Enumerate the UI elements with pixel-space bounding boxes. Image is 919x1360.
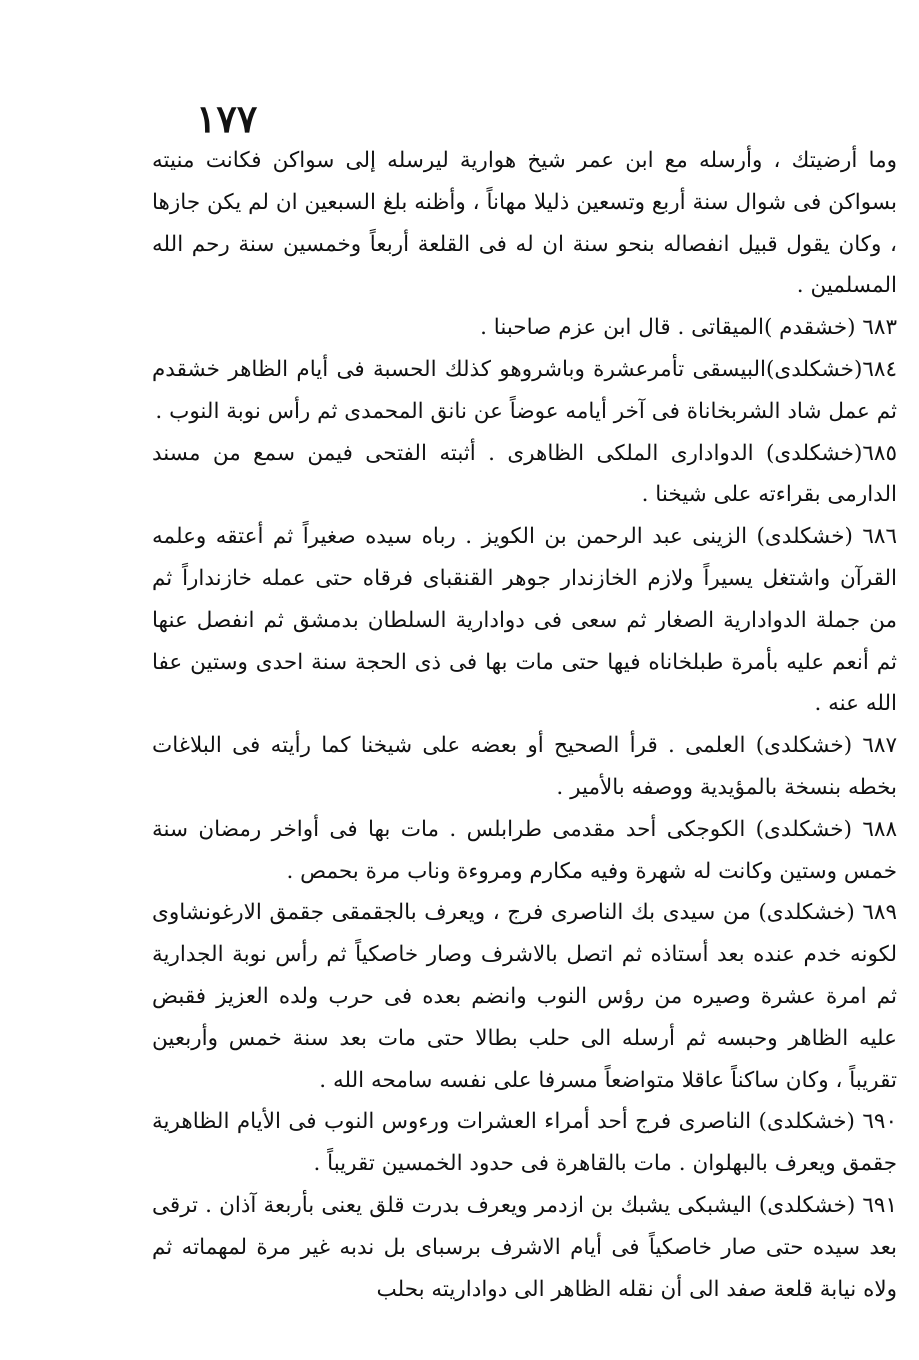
entry-687: ٦٨٧ (خشكلدى) العلمى . قرأ الصحيح أو بعضه على شيخنا كما رأيته فى البلاغات بخطه بنسخة بالمؤيدية ووصفه بالأمير . (152, 733, 897, 800)
biography-text (152, 140, 897, 1310)
entry-683: ٦٨٣ (خشقدم )الميقاتى . قال ابن عزم صاحبنا . (480, 315, 897, 341)
page-number: ١٧٧ (196, 96, 258, 141)
entry-691: ٦٩١ (خشكلدى) اليشبكى يشبك بن ازدمر ويعرف بدرت قلق يعنى بأربعة آذان . ترقى بعد سيده حتى صار خاصكياً فى أيام الاشرف برسباى بل ندبه غير مرة لمهماته ثم ولاه نيابة قلعة صفد الى أن نقله الظاهر الى دواداريته بحلب (152, 1192, 897, 1302)
entry-684: ٦٨٤(خشكلدى)البيسقى تأمرعشرة وباشروهو كذلك الحسبة فى أيام الظاهر خشقدم ثم عمل شاد الشربخاناة فى آخر أيامه عوضاً عن نانق المحمدى ثم رأس نوبة النوب . (152, 356, 897, 424)
entry-686: ٦٨٦ (خشكلدى) الزينى عبد الرحمن بن الكويز . رباه سيده صغيراً ثم أعتقه وعلمه القرآن واشتغل يسيراً ولازم الخازندار جوهر القنقباى فرقاه حتى عمله خازنداراً ثم من جملة الدوادارية الصغار ثم سعى فى دوادارية السلطان بدمشق ثم انفصل عنها ثم أنعم عليه بأمرة طبلخاناه فيها حتى مات بها فى ذى الحجة سنة احدى وستين عفا الله عنه . (152, 524, 897, 717)
entry-689: ٦٨٩ (خشكلدى) من سيدى بك الناصرى فرج ، ويعرف بالجقمقى جقمق الارغونشاوى لكونه خدم عنده بعد أستاذه ثم اتصل بالاشرف وصار خاصكياً ثم رأس نوبة الجدارية ثم امرة عشرة وصيره من رؤس النوب وانضم بعده فى حرب ولده العزيز فقبض عليه الظاهر وحبسه ثم أرسله الى حلب بطالا حتى مات بعد سنة خمس وأربعين تقريباً ، وكان ساكناً عاقلا متواضعاً مسرفا على نفسه سامحه الله . (152, 900, 897, 1093)
entry-continuation: وما أرضيتك ، وأرسله مع ابن عمر شيخ هوارية ليرسله إلى سواكن فكانت منيته بسواكن فى شوال سنة أربع وتسعين ذليلا مهاناً ، وأظنه بلغ السبعين ان لم يكن جازها ، وكان يقول قبيل انفصاله بنحو سنة ان له فى القلعة أربعاً وخمسين سنة رحم الله المسلمين . (152, 148, 897, 299)
entry-685: ٦٨٥(خشكلدى) الدوادارى الملكى الظاهرى . أثبته الفتحى فيمن سمع من مسند الدارمى بقراءته على شيخنا . (152, 440, 897, 508)
entry-688: ٦٨٨ (خشكلدى) الكوجكى أحد مقدمى طرابلس . مات بها فى أواخر رمضان سنة خمس وستين وكانت له شهرة وفيه مكارم ومروءة وناب مرة بحمص . (152, 816, 897, 884)
entry-690: ٦٩٠ (خشكلدى) الناصرى فرج أحد أمراء العشرات ورءوس النوب فى الأيام الظاهرية جقمق ويعرف بالبهلوان . مات بالقاهرة فى حدود الخمسين تقريباً . (152, 1109, 897, 1177)
